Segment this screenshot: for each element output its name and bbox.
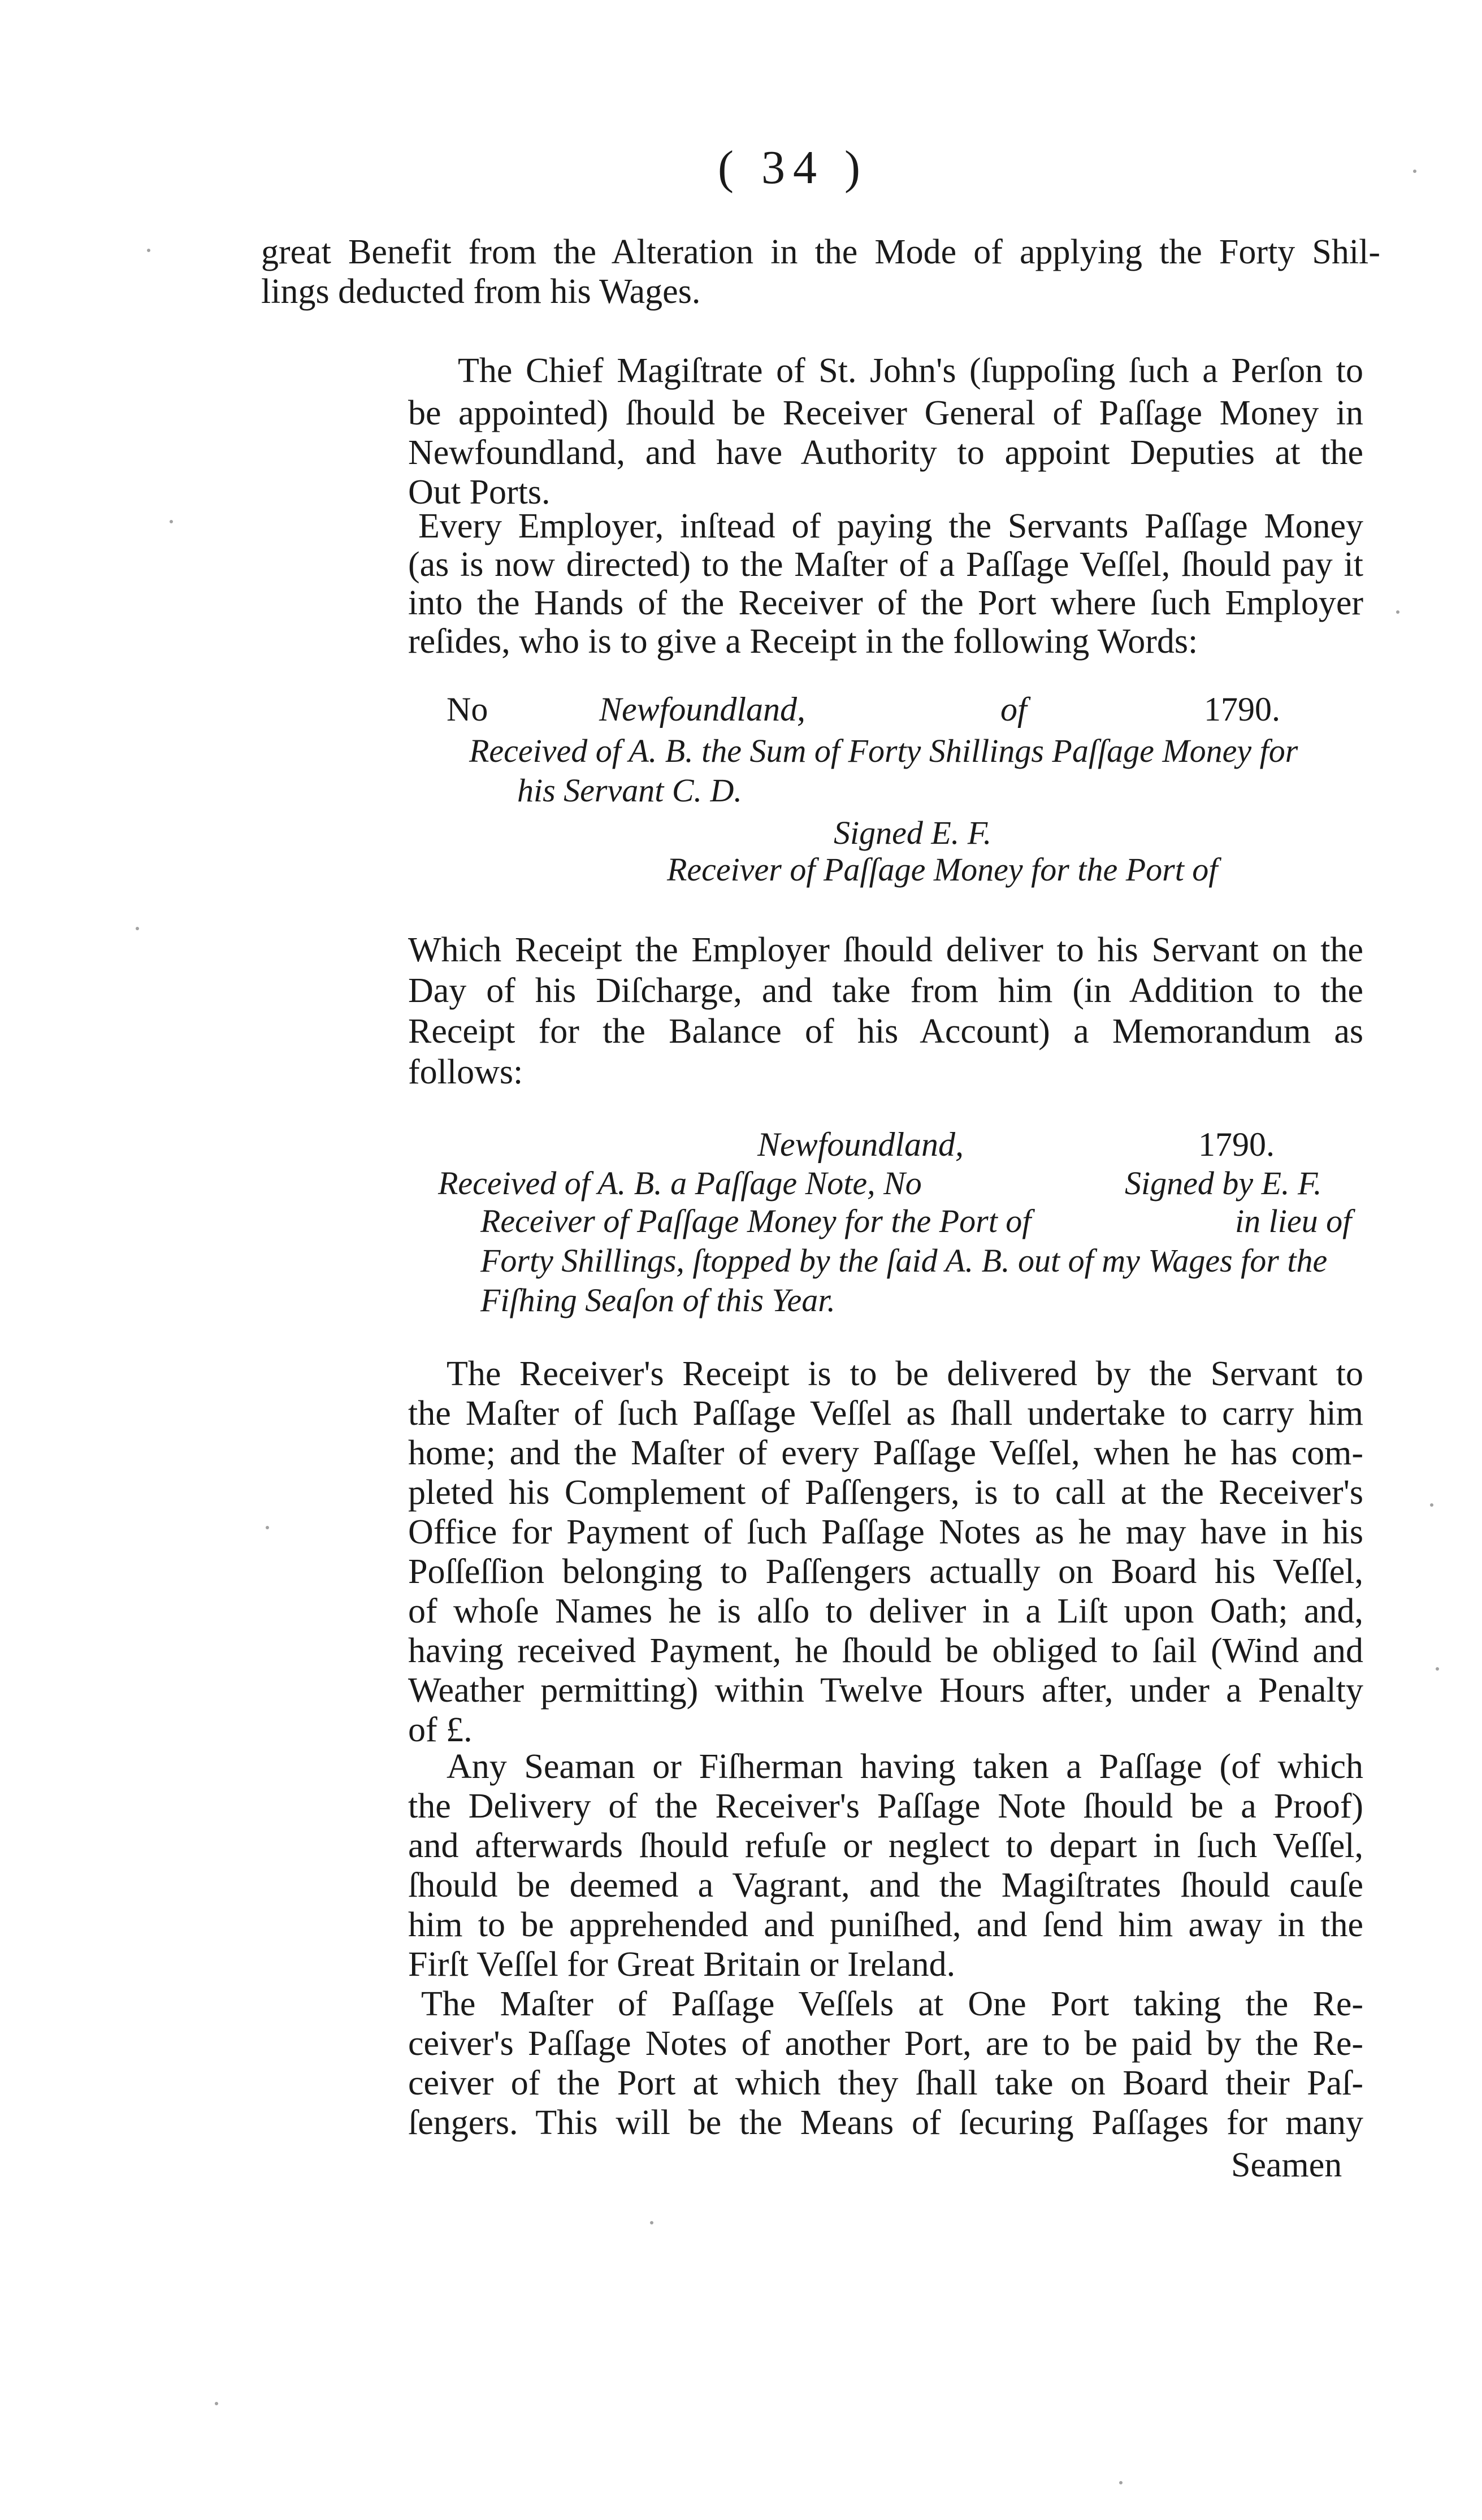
paper-speck	[1436, 1667, 1439, 1671]
text-line: having received Payment, he ſhould be obliged to ſail (Wind and	[408, 1632, 1363, 1670]
text-line: great Benefit from the Alteration in the Mode of applying the Forty Shil-	[261, 233, 1380, 271]
receipt-line: Received of A. B. the Sum of Forty Shillings Paſſage Money for	[469, 732, 1298, 769]
text-line: Poſſeſſion belonging to Paſſengers actually on Board his Veſſel,	[408, 1552, 1363, 1591]
text-line: follows:	[408, 1053, 523, 1091]
text-line: him to be apprehended and puniſhed, and ſend him away in the	[408, 1906, 1363, 1944]
text-line: ceiver's Paſſage Notes of another Port, are to be paid by the Re-	[408, 2024, 1363, 2063]
memo-line: Received of A. B. a Paſſage Note, No	[438, 1165, 922, 1202]
memo-line: Receiver of Paſſage Money for the Port of	[480, 1203, 1032, 1239]
memo-year: 1790.	[1198, 1126, 1275, 1163]
text-line: pleted his Complement of Paſſengers, is to call at the Receiver's	[408, 1473, 1363, 1512]
paper-speck	[136, 927, 139, 930]
text-line: Firſt Veſſel for Great Britain or Ireland.	[408, 1945, 956, 1984]
text-line: and afterwards ſhould refuſe or neglect to depart in ſuch Veſſel,	[408, 1827, 1363, 1865]
paper-speck	[1430, 1503, 1433, 1507]
text-line: Receipt for the Balance of his Account) a Memorandum as	[408, 1012, 1363, 1051]
text-line: Office for Payment of ſuch Paſſage Notes as he may have in his	[408, 1513, 1363, 1551]
receipt-of: of	[1000, 691, 1027, 728]
text-line: of whoſe Names he is alſo to deliver in a Liſt upon Oath; and,	[408, 1592, 1363, 1630]
memo-line: in lieu of	[1235, 1203, 1352, 1239]
paper-speck	[266, 1526, 269, 1529]
paper-speck	[215, 2402, 218, 2405]
text-line: The Maſter of Paſſage Veſſels at One Port taking the Re-	[421, 1985, 1363, 2023]
text-line: The Chief Magiſtrate of St. John's (ſuppoſing ſuch a Perſon to	[458, 352, 1363, 390]
text-line: into the Hands of the Receiver of the Port where ſuch Employer	[408, 584, 1363, 622]
text-line: Which Receipt the Employer ſhould deliver to his Servant on the	[408, 931, 1363, 969]
text-line: Any Seaman or Fiſherman having taken a Paſſage (of which	[447, 1747, 1363, 1786]
receipt-line: his Servant C. D.	[517, 772, 742, 809]
text-line: ſengers. This will be the Means of ſecuring Paſſages for many	[408, 2103, 1363, 2142]
text-line: Newfoundland, and have Authority to appoint Deputies at the	[408, 433, 1363, 472]
text-line: Out Ports.	[408, 473, 551, 511]
text-line: ſhould be deemed a Vagrant, and the Magiſtrates ſhould cauſe	[408, 1866, 1363, 1905]
text-line: ceiver of the Port at which they ſhall take on Board their Paſ-	[408, 2064, 1363, 2102]
paper-speck	[650, 2221, 653, 2224]
memo-line: Fiſhing Seaſon of this Year.	[480, 1282, 835, 1318]
memo-line: Forty Shillings, ſtopped by the ſaid A. B. out of my Wages for the	[480, 1242, 1328, 1279]
text-line: Every Employer, inſtead of paying the Servants Paſſage Money	[418, 507, 1363, 545]
memo-signed: Signed by E. F.	[1125, 1165, 1322, 1202]
page-number: ( 34 )	[718, 141, 868, 194]
text-line: home; and the Maſter of every Paſſage Veſſel, when he has com-	[408, 1434, 1363, 1472]
text-line: (as is now directed) to the Maſter of a Paſſage Veſſel, ſhould pay it	[408, 545, 1363, 584]
receipt-no-label: No	[447, 691, 488, 728]
paper-speck	[1413, 170, 1416, 173]
text-line: the Maſter of ſuch Paſſage Veſſel as ſhall undertake to carry him	[408, 1394, 1363, 1433]
receipt-receiver: Receiver of Paſſage Money for the Port of	[667, 851, 1218, 888]
paper-speck	[147, 249, 150, 252]
receipt-signed: Signed E. F.	[834, 814, 992, 851]
text-line: lings deducted from his Wages.	[261, 272, 701, 311]
memo-place: Newfoundland,	[757, 1126, 964, 1163]
text-line: the Delivery of the Receiver's Paſſage Note ſhould be a Proof)	[408, 1787, 1363, 1825]
paper-speck	[1396, 610, 1399, 614]
text-line: of £.	[408, 1711, 473, 1749]
text-line: The Receiver's Receipt is to be delivered by the Servant to	[447, 1355, 1363, 1393]
text-line: Weather permitting) within Twelve Hours after, under a Penalty	[408, 1671, 1363, 1710]
text-line: be appointed) ſhould be Receiver General of Paſſage Money in	[408, 394, 1363, 432]
receipt-year: 1790.	[1204, 691, 1280, 728]
paper-speck	[1119, 2481, 1123, 2484]
text-line: reſides, who is to give a Receipt in the following Words:	[408, 622, 1198, 661]
text-line: Day of his Diſcharge, and take from him (in Addition to the	[408, 971, 1363, 1010]
receipt-place: Newfoundland,	[599, 691, 806, 728]
catchword: Seamen	[1231, 2146, 1342, 2184]
paper-speck	[170, 520, 173, 523]
